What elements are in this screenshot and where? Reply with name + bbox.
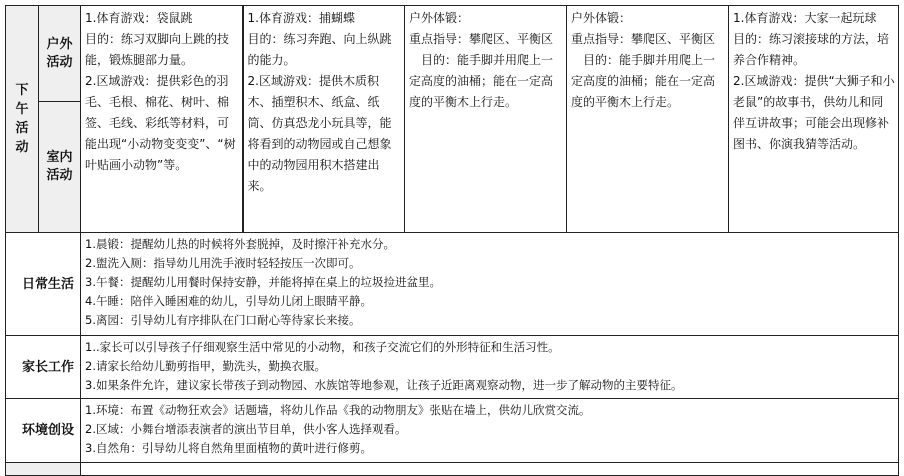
daily-life-item: 1.晨锻：提醒幼儿热的时候将外套脱掉，及时擦汗补充水分。 bbox=[85, 237, 395, 251]
day4-outdoor-focus: 重点指导：攀爬区、平衡区 bbox=[571, 32, 716, 46]
indoor-label-cell bbox=[39, 102, 81, 233]
day2-outdoor-title: 1.体育游戏：捕蝴蝶 bbox=[247, 11, 355, 25]
daily-life-item: 5.离园：引导幼儿有序排队在门口耐心等待家长来接。 bbox=[85, 313, 361, 327]
parents-label: 家长工作 bbox=[21, 359, 74, 375]
day5-outdoor-title: 1.体育游戏：大家一起玩球 bbox=[733, 11, 877, 25]
afternoon-label-cell bbox=[6, 6, 39, 233]
trailing-row bbox=[6, 463, 899, 476]
environment-label: 环境创设 bbox=[21, 423, 74, 438]
daily-life-row bbox=[6, 233, 899, 336]
daily-life-label: 日常生活 bbox=[21, 276, 74, 292]
day3-outdoor-focus: 重点指导：攀爬区、平衡区 bbox=[409, 32, 554, 46]
outdoor-label: 户外活动 bbox=[46, 36, 73, 70]
day3-outdoor-goal: 目的：能手脚并用爬上一定高度的油桶；能在一定高度的平衡木上行走。 bbox=[409, 53, 554, 109]
day1-outdoor-title: 1.体育游戏：袋鼠跳 bbox=[85, 11, 193, 25]
environment-item: 1.环境：布置《动物狂欢会》话题墙，将幼儿作品《我的动物朋友》张贴在墙上，供幼儿欣赏交流。 bbox=[85, 403, 591, 417]
environment-item: 3.自然角：引导幼儿将自然角里面植物的黄叶进行修剪。 bbox=[85, 441, 372, 455]
trailing-cell-content bbox=[81, 463, 899, 476]
parents-row bbox=[6, 336, 899, 399]
day-cell-4 bbox=[567, 6, 729, 233]
day-cell-1 bbox=[81, 6, 243, 233]
parents-content bbox=[81, 336, 899, 399]
daily-life-item: 2.盥洗入厕：指导幼儿用洗手液时轻轻按压一次即可。 bbox=[85, 256, 361, 270]
day4-outdoor-goal: 目的：能手脚并用爬上一定高度的油桶；能在一定高度的平衡木上行走。 bbox=[571, 53, 716, 109]
day3-outdoor-title: 户外体锻： bbox=[409, 11, 470, 25]
day-cell-3 bbox=[405, 6, 567, 233]
environment-content bbox=[81, 399, 899, 463]
daily-life-item: 4.午睡：陪伴入睡困难的幼儿，引导幼儿闭上眼睛平静。 bbox=[85, 294, 372, 308]
parents-item: 3.如果条件允许，建议家长带孩子到动物园、水族馆等地参观，让孩子近距离观察动物，进一步了解动物的主要特征。 bbox=[85, 378, 683, 392]
environment-item: 2.区域：小舞台增添表演者的演出节目单，供小客人选择观看。 bbox=[85, 422, 407, 436]
day5-outdoor-goal: 目的：练习滚接球的方法，培养合作精神。 bbox=[733, 32, 890, 67]
day-cell-5 bbox=[729, 6, 899, 233]
day2-indoor-text: 2.区域游戏：提供木质积木、插塑积木、纸盒、纸筒、仿真恐龙小玩具等，能将看到的动物园或自己想象中的动物园用积木搭建出来。 bbox=[247, 74, 392, 193]
day5-indoor-text: 2.区域游戏：提供“大狮子和小老鼠”的故事书，供幼儿和同伴互讲故事；可能会出现修补图书、你演我猜等活动。 bbox=[733, 74, 895, 151]
parents-label-cell bbox=[6, 336, 81, 399]
day2-outdoor-goal: 目的：练习奔跑、向上纵跳的能力。 bbox=[247, 32, 392, 67]
day1-outdoor-goal: 目的：练习双脚向上跳的技能，锻炼腿部力量。 bbox=[85, 32, 230, 67]
daily-life-label-cell bbox=[6, 233, 81, 336]
indoor-label: 室内活动 bbox=[46, 150, 73, 183]
environment-label-cell bbox=[6, 399, 81, 463]
environment-row bbox=[6, 399, 899, 463]
day1-indoor-text: 2.区域游戏：提供彩色的羽毛、毛根、棉花、树叶、棉签、毛线、彩纸等材料，可能出现“小动物变变变”、“树叶贴画小动物”等。 bbox=[85, 74, 236, 172]
afternoon-label: 下午活动 bbox=[15, 83, 29, 155]
parents-item: 2.请家长给幼儿勤剪指甲，勤洗头，勤换衣服。 bbox=[85, 359, 326, 373]
parents-item: 1..家长可以引导孩子仔细观察生活中常见的小动物，和孩子交流它们的外形特征和生活习性。 bbox=[85, 340, 560, 354]
daily-life-content bbox=[81, 233, 899, 336]
afternoon-outdoor-row bbox=[6, 6, 899, 102]
weekly-plan-table bbox=[5, 5, 899, 476]
day4-outdoor-title: 户外体锻： bbox=[571, 11, 632, 25]
trailing-cell-label bbox=[6, 463, 81, 476]
day-cell-2 bbox=[243, 6, 405, 233]
daily-life-item: 3.午餐：提醒幼儿用餐时保持安静，并能将掉在桌上的垃圾捡进盆里。 bbox=[85, 275, 441, 289]
outdoor-label-cell bbox=[39, 6, 81, 102]
